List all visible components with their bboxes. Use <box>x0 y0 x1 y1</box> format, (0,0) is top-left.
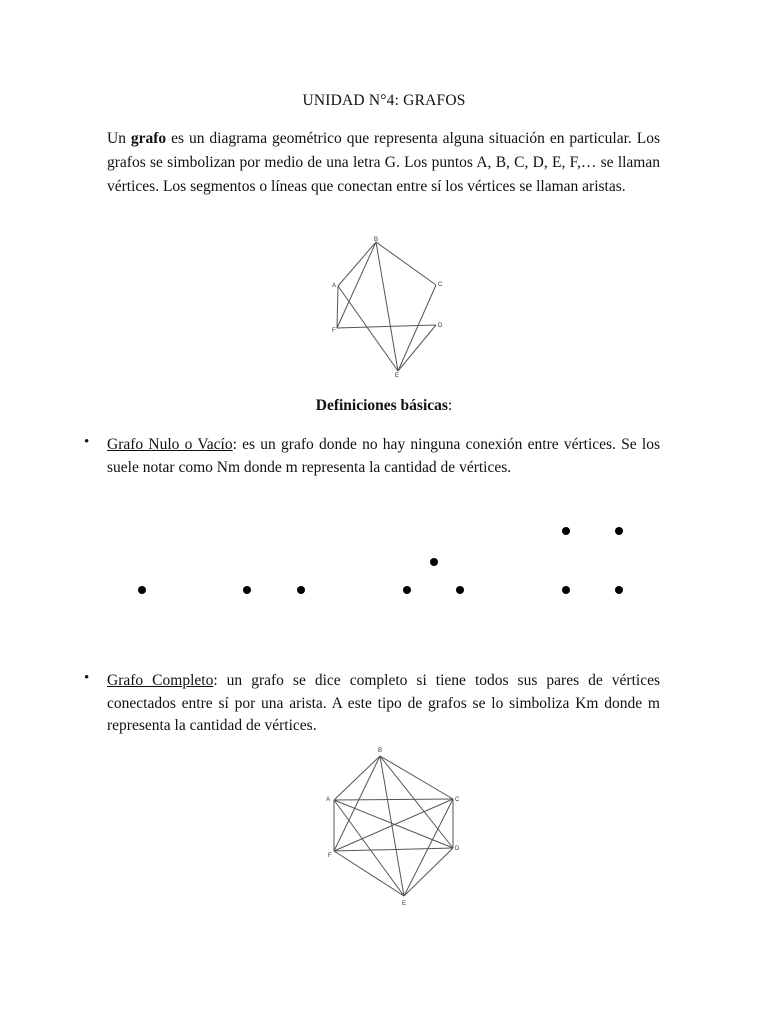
vertex-label-A: A <box>332 283 337 289</box>
bullet-marker: • <box>84 434 90 450</box>
vertex-label-B: B <box>374 237 379 243</box>
edge <box>334 851 404 896</box>
null-vertex <box>430 558 438 566</box>
bullet-marker: • <box>84 670 90 686</box>
edge-A-F <box>337 286 338 328</box>
edge-A-E <box>338 286 398 371</box>
intro-lead: Un <box>107 130 131 147</box>
edge-D-E <box>398 325 436 371</box>
null-vertex <box>456 586 464 594</box>
edge <box>334 799 453 800</box>
edge-B-C <box>376 242 436 285</box>
bullet-null-graph <box>107 434 660 479</box>
vertex-label-C: C <box>438 282 443 288</box>
intro-paragraph <box>107 127 660 199</box>
edge <box>334 756 380 851</box>
edge-B-A <box>338 242 376 286</box>
edge <box>404 799 453 896</box>
intro-term: grafo <box>130 130 167 147</box>
vertex-label-F: F <box>332 328 336 334</box>
edge-B-E <box>376 242 398 371</box>
edge-B-F <box>337 242 376 328</box>
bullet-complete-term: Grafo Completo <box>107 672 214 689</box>
definitions-heading-suffix: : <box>447 397 453 414</box>
vertex-label-E: E <box>402 901 407 907</box>
null-vertex <box>243 586 251 594</box>
vertex-label-D: D <box>455 846 460 852</box>
edge <box>334 756 380 800</box>
null-vertex <box>562 586 570 594</box>
null-graphs-figure <box>120 515 640 605</box>
edge-C-E <box>398 285 436 371</box>
bullet-complete-graph <box>107 670 660 738</box>
vertex-label-E: E <box>395 373 400 378</box>
page-title: UNIDAD N°4: GRAFOS <box>302 92 466 109</box>
vertex-label-D: D <box>438 323 443 329</box>
null-vertex <box>403 586 411 594</box>
null-vertex <box>297 586 305 594</box>
graph-figure-1 <box>318 234 450 378</box>
complete-graph-figure <box>322 744 466 910</box>
bullet-complete-text: : un grafo se dice completo si tiene todos sus pares de vértices conectados entre sí por una arista. A este tipo de grafos se lo simboliza Km donde m representa la cantidad de vértices. <box>107 672 660 734</box>
vertex-label-A: A <box>326 797 331 803</box>
edge <box>334 848 453 851</box>
null-vertex <box>562 527 570 535</box>
definitions-heading-bold: Definiciones básicas <box>315 397 448 414</box>
null-vertex <box>138 586 146 594</box>
intro-rest: es un diagrama geométrico que representa alguna situación en particular. Los grafos se simbolizan por medio de una letra G. Los puntos A, B, C, D, E, F,… se llaman vértices. Los segmentos o líneas que conectan entre sí los vértices se llaman aristas. <box>107 130 660 195</box>
null-vertex <box>615 527 623 535</box>
vertex-label-C: C <box>455 797 460 803</box>
definitions-heading <box>0 397 768 415</box>
edge <box>380 756 453 848</box>
edge <box>404 848 453 896</box>
bullet-null-term: Grafo Nulo o Vacío <box>107 436 233 453</box>
vertex-label-F: F <box>328 853 332 859</box>
bullet-null-text: : es un grafo donde no hay ninguna conexión entre vértices. Se los suele notar como Nm donde m representa la cantidad de vértices. <box>107 436 660 476</box>
edge <box>380 756 453 799</box>
null-vertex <box>615 586 623 594</box>
vertex-label-B: B <box>378 748 383 754</box>
edge-F-D <box>337 325 436 328</box>
